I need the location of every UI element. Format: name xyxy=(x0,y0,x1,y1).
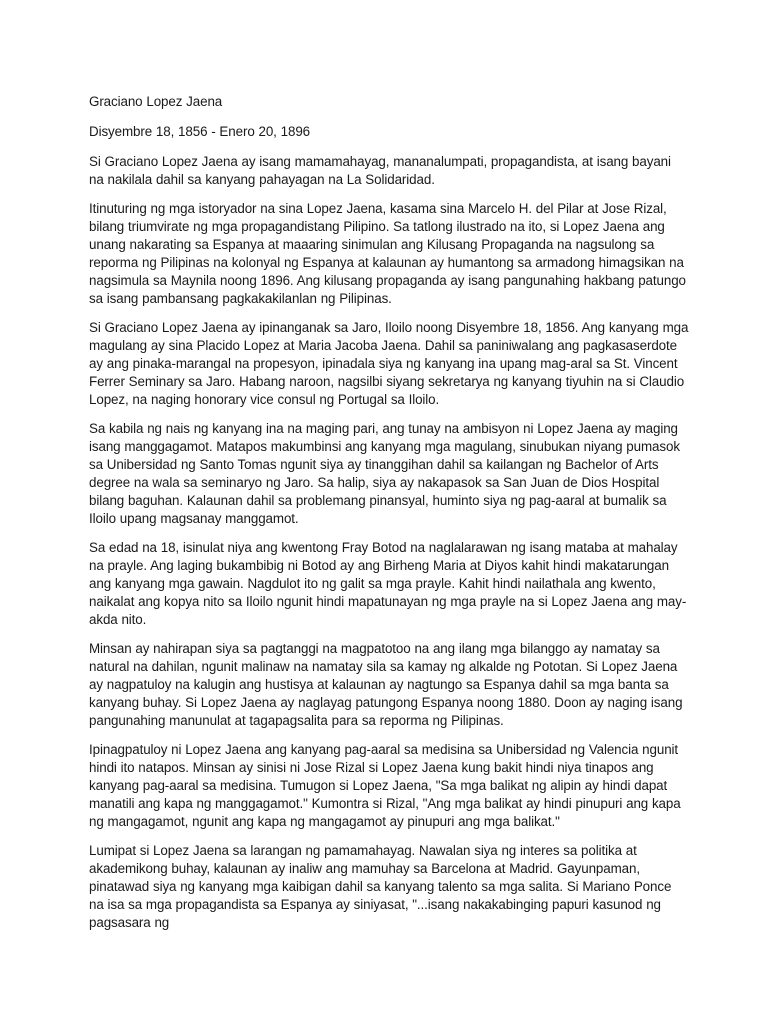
paragraph: Minsan ay nahirapan siya sa pagtanggi na magpatotoo na ang ilang mga bilanggo ay namatay sa natural na dahilan, ngunit malinaw na namatay sila sa kamay ng alkalde ng Pototan. Si Lopez Jaena ay nagpatuloy na kalugin ang hustisya at kalaunan ay nagtungo sa Espanya dahil sa mga banta sa kanyang buhay. Si Lopez Jaena ay naglayag patungong Espanya noong 1880. Doon ay naging isang pangunahing manunulat at tagapagsalita para sa reporma ng Pilipinas. xyxy=(89,641,683,728)
paragraph: Itinuturing ng mga istoryador na sina Lopez Jaena, kasama sina Marcelo H. del Pilar at Jose Rizal, bilang triumvirate ng mga propagandistang Pilipino. Sa tatlong ilustrado na ito, si Lopez Jaena ang unang nakarating sa Espanya at maaaring sinimulan ang Kilusang Propaganda na nagsulong sa reporma ng Pilipinas na kolonyal ng Espanya at kalaunan ay humantong sa armadong himagsikan na nagsimula sa Maynila noong 1896. Ang kilusang propaganda ay isang pangunahing hakbang patungo sa isang pambansang pagkakakilanlan ng Pilipinas. xyxy=(89,201,686,306)
paragraph: Si Graciano Lopez Jaena ay isang mamamahayag, mananalumpati, propagandista, at isang bayani na nakilala dahil sa kanyang pahayagan na La Solidaridad. xyxy=(89,154,671,187)
paragraph: Sa edad na 18, isinulat niya ang kwentong Fray Botod na naglalarawan ng isang mataba at mahalay na prayle. Ang laging bukambibig ni Botod ay ang Birheng Maria at Diyos kahit hindi makatarungan ang kanyang mga gawain. Nagdulot ito ng galit sa mga prayle. Kahit hindi nailathala ang kwento, naikalat ang kopya nito sa Iloilo ngunit hindi mapatunayan ng mga prayle na si Lopez Jaena ang may-akda nito. xyxy=(89,540,687,627)
document-title: Graciano Lopez Jaena xyxy=(89,94,223,109)
paragraph: Sa kabila ng nais ng kanyang ina na maging pari, ang tunay na ambisyon ni Lopez Jaena ay maging isang manggagamot. Matapos makumbinsi ang kanyang mga magulang, sinubukan niyang pumasok sa Unibersidad ng Santo Tomas ngunit siya ay tinanggihan dahil sa kailangan ng Bachelor of Arts degree na wala sa seminaryo ng Jaro. Sa halip, siya ay nakapasok sa San Juan de Dios Hospital bilang baguhan. Kalaunan dahil sa problemang pinansyal, huminto siya ng pag-aaral at bumalik sa Iloilo upang magsanay manggamot. xyxy=(89,421,680,526)
document-body xyxy=(89,93,689,943)
paragraph: Ipinagpatuloy ni Lopez Jaena ang kanyang pag-aaral sa medisina sa Unibersidad ng Valencia ngunit hindi ito natapos. Minsan ay sinisi ni Jose Rizal si Lopez Jaena kung bakit hindi niya tinapos ang kanyang pag-aaral sa medisina. Tumugon si Lopez Jaena, "Sa mga balikat ng alipin ay hindi dapat manatili ang kapa ng manggagamot." Kumontra si Rizal, "Ang mga balikat ay hindi pinupuri ang kapa ng mangagamot, ngunit ang kapa ng mangagamot ay pinupuri ang mga balikat." xyxy=(89,742,681,829)
paragraph: Si Graciano Lopez Jaena ay ipinanganak sa Jaro, Iloilo noong Disyembre 18, 1856. Ang kanyang mga magulang ay sina Placido Lopez at Maria Jacoba Jaena. Dahil sa paniniwalang ang pagkasaserdote ay ang pinaka-marangal na propesyon, ipinadala siya ng kanyang ina upang mag-aral sa St. Vincent Ferrer Seminary sa Jaro. Habang naroon, nagsilbi siyang sekretarya ng kanyang tiyuhin na si Claudio Lopez, na naging honorary vice consul ng Portugal sa Iloilo. xyxy=(89,320,689,407)
paragraph: Lumipat si Lopez Jaena sa larangan ng pamamahayag. Nawalan siya ng interes sa politika at akademikong buhay, kalaunan ay inaliw ang mamuhay sa Barcelona at Madrid. Gayunpaman, pinatawad siya ng kanyang mga kaibigan dahil sa kanyang talento sa mga salita. Si Mariano Ponce na isa sa mga propagandista sa Espanya ay siniyasat, "...isang nakakabinging papuri kasunod ng pagsasara ng xyxy=(89,843,672,930)
document-dates: Disyembre 18, 1856 - Enero 20, 1896 xyxy=(89,124,311,139)
